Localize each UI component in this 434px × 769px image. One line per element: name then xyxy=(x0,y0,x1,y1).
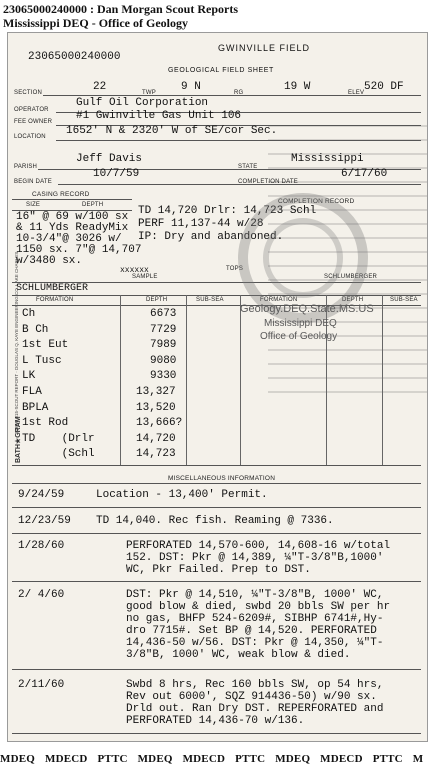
watermark-url: Geology.DEQ.State.MS.US xyxy=(240,303,374,315)
formation-name: FLA xyxy=(22,385,42,398)
casing-line: 10-3/4"@ 3026 w/ xyxy=(16,233,122,245)
misc-text-line: 14,436-50 w/56. DST: Pkr @ 14,350, ¼"T- xyxy=(126,637,384,649)
footer-item: MDEQ xyxy=(275,753,311,765)
page-header-title: 23065000240000 : Dan Morgan Scout Reports xyxy=(3,2,238,16)
watermark-seal-inner xyxy=(263,218,343,298)
formation-depth: 13,520 xyxy=(136,401,176,414)
casing-line: w/3480 sx. xyxy=(16,255,83,267)
completion-date-value: 6/17/60 xyxy=(341,168,388,180)
location-value: 1652' N & 2320' W of SE/cor Sec. xyxy=(66,125,278,137)
misc-text xyxy=(126,540,390,576)
sample-label: SAMPLE xyxy=(132,274,158,280)
misc-text: Location - 13,400' Permit. xyxy=(96,489,268,501)
footer-item: MDECD xyxy=(44,753,88,765)
formation-depth: 9080 xyxy=(150,354,177,367)
misc-text-line: good blow & died, swbd 20 bbls SW per hr xyxy=(126,601,391,613)
footer-item: PTTC xyxy=(97,753,128,765)
cross-out-mark: xxxxxx xyxy=(120,266,149,275)
fee-owner-label: FEE OWNER xyxy=(14,119,53,125)
location-label: LOCATION xyxy=(14,134,46,140)
footer-watermark-strip xyxy=(0,753,434,765)
formation-names xyxy=(22,307,95,463)
parish-value: Jeff Davis xyxy=(76,153,143,165)
footer-item: M xyxy=(412,753,424,765)
misc-text-line: Rev out 6000', SQZ 914436-50) w/90 sx. xyxy=(126,691,377,703)
formation-name: 1st Rod xyxy=(22,417,69,430)
formation-depth: 6673 xyxy=(150,308,177,320)
formation-name: TD (Drlr xyxy=(22,432,95,445)
depth-header-2: DEPTH xyxy=(342,297,364,303)
begin-date-value: 10/7/59 xyxy=(93,168,140,180)
section-label: SECTION xyxy=(14,90,43,96)
misc-text-line: Swbd 8 hrs, Rec 160 bbls SW, op 54 hrs, xyxy=(126,679,384,691)
misc-text-line: dro 7715#. Set BP @ 14,520. PERFORATED xyxy=(126,625,377,637)
casing-record xyxy=(16,212,141,267)
sub-sea-header-2: SUB-SEA xyxy=(390,297,418,303)
formation-name: Ch xyxy=(22,308,36,320)
footer-item: PTTC xyxy=(372,753,403,765)
formation-name: (Schl xyxy=(22,448,95,461)
rg-label: RG xyxy=(234,90,244,96)
completion-date-label: COMPLETION DATE xyxy=(238,179,298,185)
misc-date: 2/ 4/60 xyxy=(18,589,65,601)
formation-depths xyxy=(136,307,182,463)
completion-line: TD 14,720 Drlr: 14,723 Schl xyxy=(138,205,317,217)
form-side-print: FORM 815-SCOUT REPORT · DOUGLAS Q. KAYE ENGINEERING CO. LAKE CHARLES xyxy=(14,251,19,433)
field-name: GWINVILLE FIELD xyxy=(218,43,311,53)
casing-depth-label: DEPTH xyxy=(82,202,104,208)
formation-depth: 13,666? xyxy=(136,417,183,430)
sheet-title: GEOLOGICAL FIELD SHEET xyxy=(168,67,274,74)
depth-header: DEPTH xyxy=(146,297,168,303)
misc-date: 1/28/60 xyxy=(18,540,65,552)
misc-text-line: DST: Pkr @ 14,510, ¼"T-3/8"B, 1000' WC, xyxy=(126,589,384,601)
state-value: Mississippi xyxy=(291,153,364,165)
state-label: STATE xyxy=(238,164,258,170)
elev-value: 520 DF xyxy=(364,81,404,93)
misc-text-line: no gas, BHFP 524-6209#, SIBHP 6741#,Hy- xyxy=(126,613,384,625)
casing-record-label: CASING RECORD xyxy=(32,191,90,198)
stamp-logo: BATH★GRAM xyxy=(15,416,22,463)
formation-header-2: FORMATION xyxy=(260,297,298,303)
begin-date-label: BEGIN DATE xyxy=(14,179,52,185)
misc-text-line: Drld out. Ran Dry DST. REPERFORATED and xyxy=(126,703,384,715)
formation-header: FORMATION xyxy=(36,297,74,303)
footer-item: MDECD xyxy=(182,753,226,765)
operator-label: OPERATOR xyxy=(14,107,49,113)
schlumberger-heading: SCHLUMBERGER xyxy=(16,283,89,294)
footer-item: MDEQ xyxy=(137,753,173,765)
footer-item: MDEQ xyxy=(0,753,36,765)
formation-depth: 9330 xyxy=(150,370,177,383)
casing-line: & 11 Yds ReadyMix xyxy=(16,222,129,234)
section-value: 22 xyxy=(93,81,107,93)
misc-text-line: 3/8"B, 1000' WC, weak blow & died. xyxy=(126,649,351,661)
misc-text xyxy=(126,589,390,661)
casing-size-label: SIZE xyxy=(26,202,41,208)
misc-date: 2/11/60 xyxy=(18,679,65,691)
scout-card xyxy=(7,32,428,742)
casing-line: 1150 sx. 7"@ 14,707 xyxy=(16,244,142,256)
watermark-office: Office of Geology xyxy=(260,331,338,342)
footer-item: PTTC xyxy=(235,753,266,765)
page-header-subtitle: Mississippi DEQ - Office of Geology xyxy=(3,16,188,30)
misc-text: TD 14,040. Rec fish. Reaming @ 7336. xyxy=(96,515,334,527)
card-number: 23065000240000 xyxy=(28,51,121,63)
misc-text-line: PERFORATED 14,570-600, 14,608-16 w/total xyxy=(126,540,391,552)
tops-label: TOPS xyxy=(226,266,244,272)
misc-text xyxy=(126,679,383,727)
operator-value: Gulf Oil Corporation xyxy=(76,97,209,109)
misc-info-label: MISCELLANEOUS INFORMATION xyxy=(168,475,276,482)
formation-depth: 14,723 xyxy=(136,448,176,461)
watermark-org: Mississippi DEQ xyxy=(264,318,337,329)
casing-line: 16" @ 69 w/100 sx xyxy=(16,211,129,223)
misc-text-line: 152. DST: Pkr @ 14,389, ¼"T-3/8"B,1000' xyxy=(126,552,384,564)
formation-depth: 7989 xyxy=(150,339,177,352)
formation-name: LK xyxy=(22,370,36,383)
misc-date: 12/23/59 xyxy=(18,515,71,527)
misc-date: 9/24/59 xyxy=(18,489,65,501)
formation-depth: 14,720 xyxy=(136,432,176,445)
elev-label: ELEV xyxy=(348,90,365,96)
twp-label: TWP xyxy=(142,90,156,96)
completion-line: IP: Dry and abandoned. xyxy=(138,231,284,243)
schlumberger-label: SCHLUMBERGER xyxy=(324,274,378,280)
rg-value: 19 W xyxy=(284,81,311,93)
formation-name: BPLA xyxy=(22,401,49,414)
formation-name: L Tusc xyxy=(22,354,62,367)
twp-value: 9 N xyxy=(181,81,201,93)
formation-name: B Ch xyxy=(22,323,49,336)
parish-label: PARISH xyxy=(14,164,38,170)
misc-text-line: WC, Pkr Failed. Prep to DST. xyxy=(126,564,311,576)
fee-owner-value: #1 Gwinville Gas Unit 106 xyxy=(76,110,242,122)
formation-depth: 7729 xyxy=(150,323,177,336)
completion-line: PERF 11,137-44 w/28 xyxy=(138,218,264,230)
sub-sea-header: SUB-SEA xyxy=(196,297,224,303)
footer-item: MDECD xyxy=(320,753,363,765)
formation-name: 1st Eut xyxy=(22,339,69,352)
formation-depth: 13,327 xyxy=(136,385,176,398)
completion-record-label: COMPLETION RECORD xyxy=(278,198,355,205)
misc-text-line: PERFORATED 14,436-70 w/136. xyxy=(126,715,305,727)
